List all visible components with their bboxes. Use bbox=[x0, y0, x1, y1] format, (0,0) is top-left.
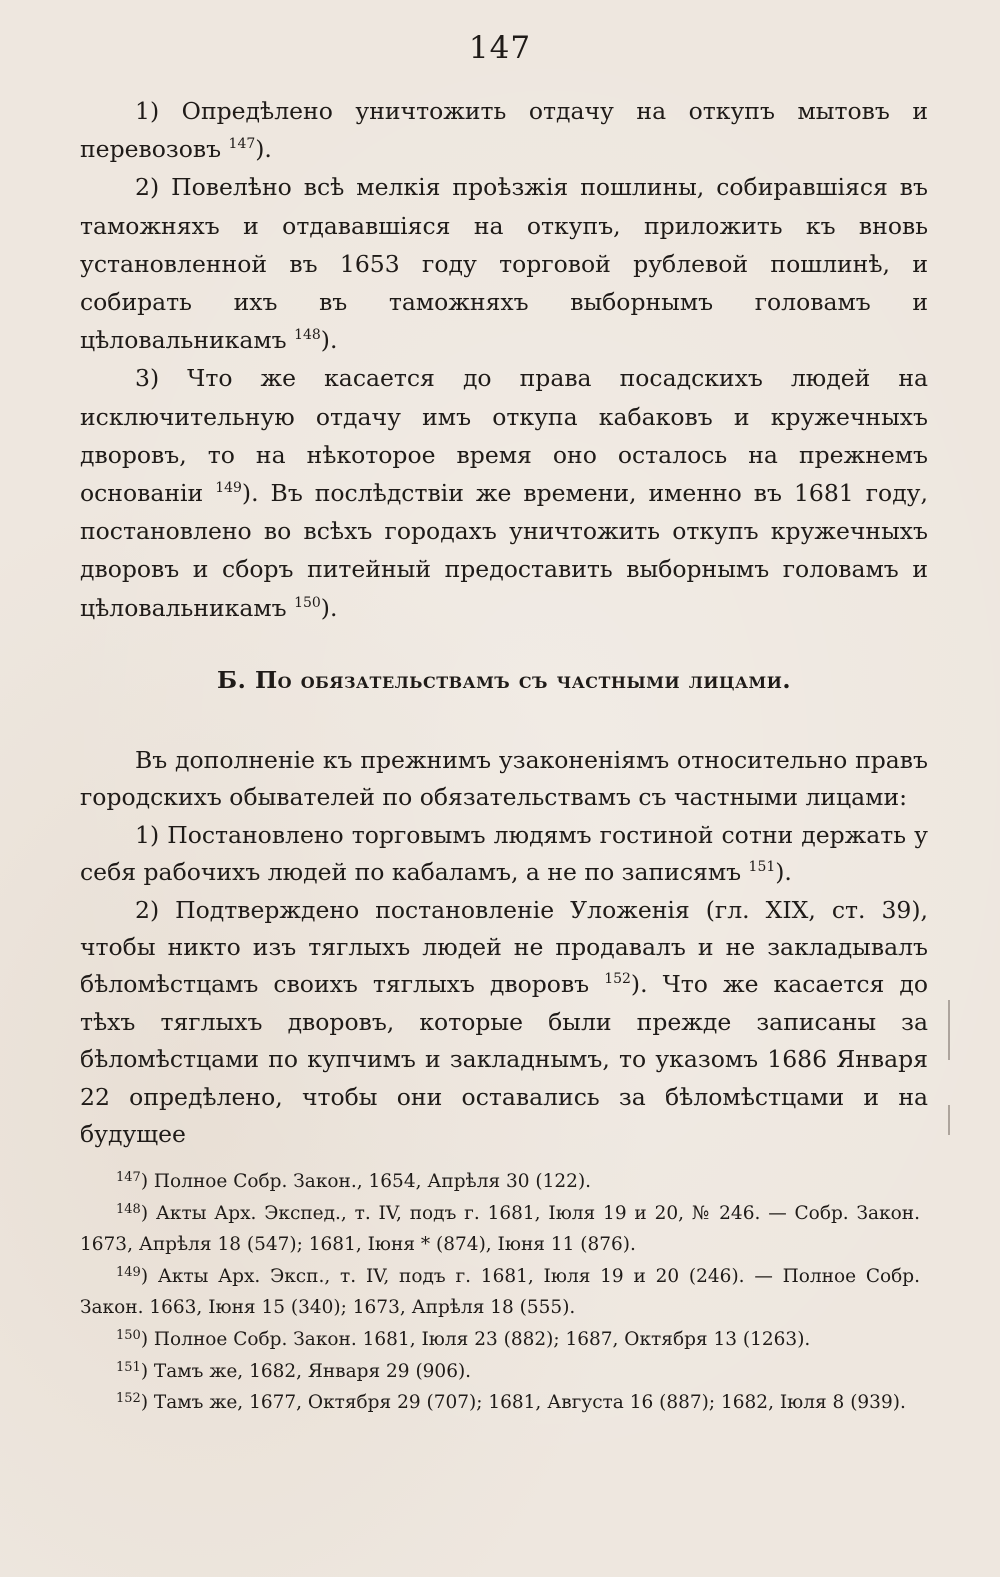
footnote-ref: 151 bbox=[748, 859, 776, 876]
footnote-147: $^{147}$) Полное Собр. Закон., 1654, Апрѣля 30 (122). bbox=[116, 1170, 592, 1192]
paragraph-1: 1) Опредѣлено уничтожить отдачу на откупъ мытовъ и перевозовъ $^{147}$). bbox=[80, 97, 928, 164]
paragraph-2: 2) Повелѣно всѣ мелкія проѣзжія пошлины, собиравшіяся въ таможняхъ и отдававшіяся на откупъ, приложить къ вновь установленной въ 1653 году торговой рублевой пошлинѣ, и собирать ихъ въ таможняхъ выборнымъ головамъ и цѣловальникамъ $^{148}$). bbox=[80, 173, 928, 355]
footnote-ref: 152 bbox=[604, 971, 631, 988]
footnote-149: $^{149}$) Акты Арх. Эксп., т. IV, подъ г. 1681, Іюля 19 и 20 (246). — Полное Собр. Закон. 1663, Іюня 15 (340); 1673, Апрѣля 18 (555). bbox=[80, 1264, 920, 1319]
footnote-ref: 148 bbox=[294, 327, 321, 344]
footnote-ref: 149 bbox=[215, 480, 242, 497]
page-number: 147 bbox=[468, 30, 532, 66]
paragraph-6: 2) Подтверждено постановленіе Уложенія (гл. XIX, ст. 39), чтобы никто изъ тяглыхъ людей не продавалъ и не закладывалъ бѣломѣстцамъ своихъ тяглыхъ дворовъ $^{152}$). Что же касается до тѣхъ тяглыхъ дворовъ, которые были прежде записаны за бѣломѣстцами по купчимъ и закладнымъ, то указомъ 1686 Января 22 опредѣлено, чтобы они оставались за бѣломѣстцами и на будущее bbox=[80, 895, 928, 1149]
section-heading: Б. По обязательствамъ съ частными лицами. bbox=[216, 666, 792, 694]
footnotes bbox=[80, 1166, 920, 1419]
footnote-148: $^{148}$) Акты Арх. Экспед., т. IV, подъ г. 1681, Іюля 19 и 20, № 246. — Собр. Закон. 1673, Апрѣля 18 (547); 1681, Іюня * (874), Іюня 11 (876). bbox=[80, 1201, 920, 1256]
page-edge-mark bbox=[948, 1105, 950, 1135]
paragraph-3: 3) Что же касается до права посадскихъ людей на исключительную отдачу имъ откупа кабаковъ и кружечныхъ дворовъ, то на нѣкоторое время оно осталось на прежнемъ основаніи $^{149}$). Въ послѣдствіи же времени, именно въ 1681 году, постановлено во всѣхъ городахъ уничтожить откупъ кружечныхъ дворовъ и сборъ питейный предоставить выборнымъ головамъ и цѣловальникамъ $^{150}$). bbox=[80, 364, 928, 622]
footnote-150: $^{150}$) Полное Собр. Закон. 1681, Іюля 23 (882); 1687, Октября 13 (1263). bbox=[116, 1327, 811, 1350]
paragraph-4: Въ дополненіе къ прежнимъ узаконеніямъ относительно правъ городскихъ обывателей по обязательствамъ съ частными лицами: bbox=[80, 746, 928, 812]
main-text-block-2 bbox=[80, 742, 928, 1153]
main-text-block-1 bbox=[80, 92, 928, 627]
footnote-152: $^{152}$) Тамъ же, 1677, Октября 29 (707); 1681, Августа 16 (887); 1682, Іюля 8 (939). bbox=[116, 1391, 906, 1414]
footnote-ref: 147 bbox=[228, 136, 256, 153]
footnote-ref: 150 bbox=[294, 594, 321, 611]
paragraph-5: 1) Постановлено торговымъ людямъ гостиной сотни держать у себя рабочихъ людей по кабаламъ, а не по записямъ $^{151}$). bbox=[80, 820, 928, 887]
page-edge-mark bbox=[948, 1000, 950, 1060]
footnote-151: $^{151}$) Тамъ же, 1682, Января 29 (906). bbox=[116, 1359, 472, 1382]
